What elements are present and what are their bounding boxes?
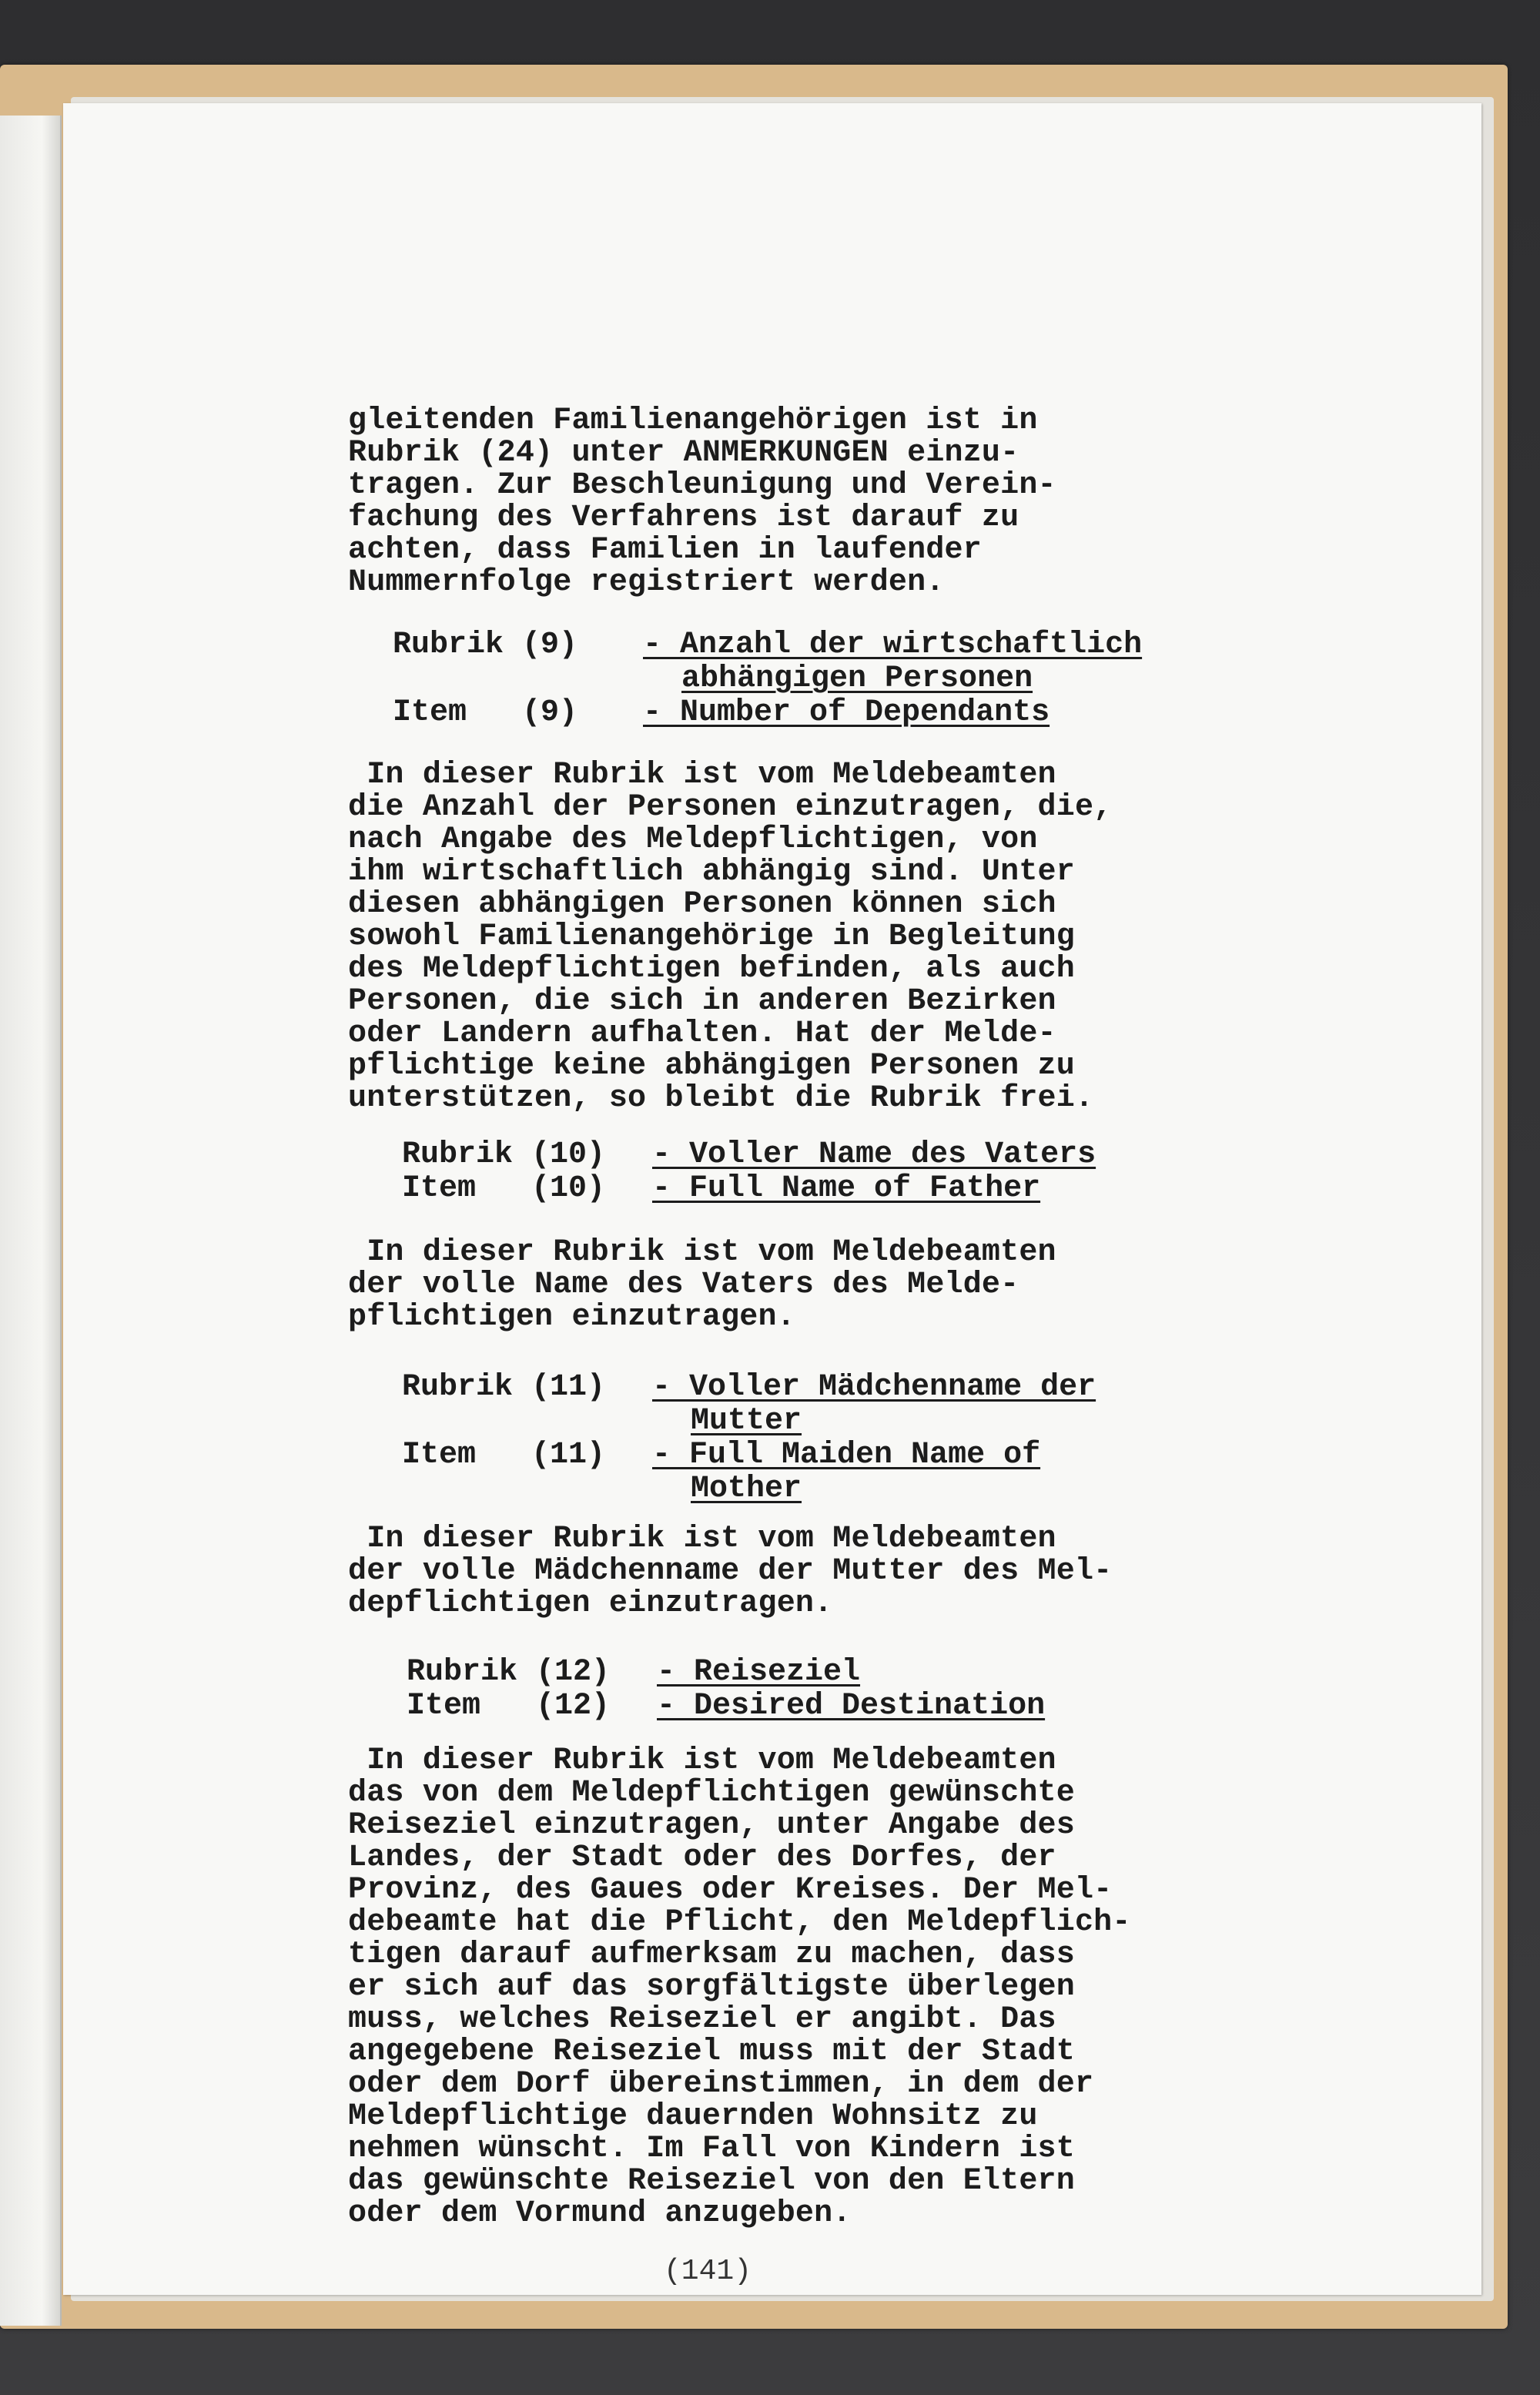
rubrik-label: Rubrik (10) bbox=[402, 1137, 606, 1172]
rubrik-label: Rubrik (12) bbox=[407, 1655, 611, 1690]
item-title: - Number of Dependants bbox=[643, 695, 1050, 730]
text-line: sowohl Familienangehörige in Begleitung bbox=[348, 919, 1075, 954]
text-line: die Anzahl der Personen einzutragen, die, bbox=[348, 790, 1113, 825]
left-page-edge bbox=[0, 116, 62, 2326]
text-line: Landes, der Stadt oder des Dorfes, der bbox=[348, 1841, 1056, 1875]
item-heading bbox=[402, 1439, 1096, 1472]
rubrik-title: - Voller Mädchenname der bbox=[652, 1370, 1096, 1405]
text-line: oder Landern aufhalten. Hat der Melde- bbox=[348, 1017, 1056, 1051]
rubrik-heading bbox=[402, 1371, 1096, 1405]
text-line: nehmen wünscht. Im Fall von Kindern ist bbox=[348, 2132, 1075, 2166]
rubrik-title-continued: abhängigen Personen bbox=[681, 662, 1033, 696]
rubrik-heading bbox=[407, 1656, 1045, 1690]
item-heading bbox=[407, 1690, 1045, 1723]
text-line: des Meldepflichtigen befinden, als auch bbox=[348, 952, 1075, 986]
item-label: Item (9) bbox=[393, 695, 578, 730]
item-label: Item (12) bbox=[407, 1689, 611, 1723]
section-rubrik-9 bbox=[393, 628, 1142, 730]
text-line: das von dem Meldepflichtigen gewünschte bbox=[348, 1776, 1075, 1810]
section-rubrik-12 bbox=[407, 1656, 1045, 1723]
section-rubrik-10 bbox=[402, 1138, 1096, 1206]
text-line: nach Angabe des Meldepflichtigen, von bbox=[348, 822, 1038, 857]
text-line: Meldepflichtige dauernden Wohnsitz zu bbox=[348, 2099, 1038, 2134]
text-line: tragen. Zur Beschleunigung und Verein- bbox=[348, 468, 1056, 503]
text-line: er sich auf das sorgfältigste überlegen bbox=[348, 1970, 1075, 2005]
body-rubrik-12 bbox=[348, 1745, 1131, 2230]
text-line: Provinz, des Gaues oder Kreises. Der Mel- bbox=[348, 1873, 1113, 1908]
text-line: fachung des Verfahrens ist darauf zu bbox=[348, 501, 1019, 535]
item-title-continued: Mother bbox=[691, 1472, 802, 1506]
text-line: oder dem Dorf übereinstimmen, in dem der bbox=[348, 2067, 1094, 2102]
item-heading bbox=[393, 696, 1142, 730]
rubrik-label: Rubrik (9) bbox=[393, 628, 578, 662]
text-line: depflichtigen einzutragen. bbox=[348, 1586, 833, 1621]
text-line: In dieser Rubrik ist vom Meldebeamten bbox=[348, 758, 1056, 792]
text-line: unterstützen, so bleibt die Rubrik frei. bbox=[348, 1081, 1094, 1116]
item-title: - Full Name of Father bbox=[652, 1171, 1041, 1206]
text-line: pflichtigen einzutragen. bbox=[348, 1300, 795, 1335]
text-line: debeamte hat die Pflicht, den Meldepflich- bbox=[348, 1905, 1131, 1940]
document-page bbox=[63, 103, 1481, 2295]
body-rubrik-10 bbox=[348, 1237, 1056, 1334]
text-line: gleitenden Familienangehörigen ist in bbox=[348, 404, 1038, 438]
text-line: In dieser Rubrik ist vom Meldebeamten bbox=[348, 1522, 1056, 1556]
rubrik-title: - Reiseziel bbox=[657, 1655, 861, 1690]
text-line: der volle Name des Vaters des Melde- bbox=[348, 1268, 1019, 1302]
text-line: diesen abhängigen Personen können sich bbox=[348, 887, 1056, 922]
text-line: tigen darauf aufmerksam zu machen, dass bbox=[348, 1938, 1075, 1972]
rubrik-title: - Voller Name des Vaters bbox=[652, 1137, 1096, 1172]
text-line: pflichtige keine abhängigen Personen zu bbox=[348, 1049, 1075, 1084]
item-label: Item (11) bbox=[402, 1438, 606, 1472]
text-line: Nummernfolge registriert werden. bbox=[348, 565, 945, 600]
section-rubrik-11 bbox=[402, 1371, 1096, 1506]
item-title: - Desired Destination bbox=[657, 1689, 1046, 1723]
text-line: oder dem Vormund anzugeben. bbox=[348, 2196, 852, 2231]
text-line: muss, welches Reiseziel er angibt. Das bbox=[348, 2002, 1056, 2037]
body-rubrik-11 bbox=[348, 1523, 1112, 1620]
page-number: (141) bbox=[664, 2255, 752, 2288]
rubrik-title-continued: Mutter bbox=[691, 1404, 802, 1439]
rubrik-title: - Anzahl der wirtschaftlich bbox=[643, 628, 1143, 662]
text-line: Personen, die sich in anderen Bezirken bbox=[348, 984, 1056, 1019]
text-line: achten, dass Familien in laufender bbox=[348, 533, 982, 568]
text-line: der volle Mädchenname der Mutter des Mel- bbox=[348, 1554, 1113, 1589]
rubrik-heading bbox=[393, 628, 1142, 662]
intro-paragraph bbox=[348, 405, 1056, 599]
text-line: angegebene Reiseziel muss mit der Stadt bbox=[348, 2035, 1075, 2069]
text-line: das gewünschte Reiseziel von den Eltern bbox=[348, 2164, 1075, 2199]
rubrik-heading bbox=[402, 1138, 1096, 1172]
text-line: Reiseziel einzutragen, unter Angabe des bbox=[348, 1808, 1075, 1843]
text-line: ihm wirtschaftlich abhängig sind. Unter bbox=[348, 855, 1075, 889]
rubrik-label: Rubrik (11) bbox=[402, 1370, 606, 1405]
item-label: Item (10) bbox=[402, 1171, 606, 1206]
body-rubrik-9 bbox=[348, 759, 1112, 1115]
text-line: In dieser Rubrik ist vom Meldebeamten bbox=[348, 1235, 1056, 1270]
item-heading bbox=[402, 1172, 1096, 1206]
text-line: Rubrik (24) unter ANMERKUNGEN einzu- bbox=[348, 436, 1019, 471]
text-line: In dieser Rubrik ist vom Meldebeamten bbox=[348, 1743, 1056, 1778]
item-title: - Full Maiden Name of bbox=[652, 1438, 1041, 1472]
